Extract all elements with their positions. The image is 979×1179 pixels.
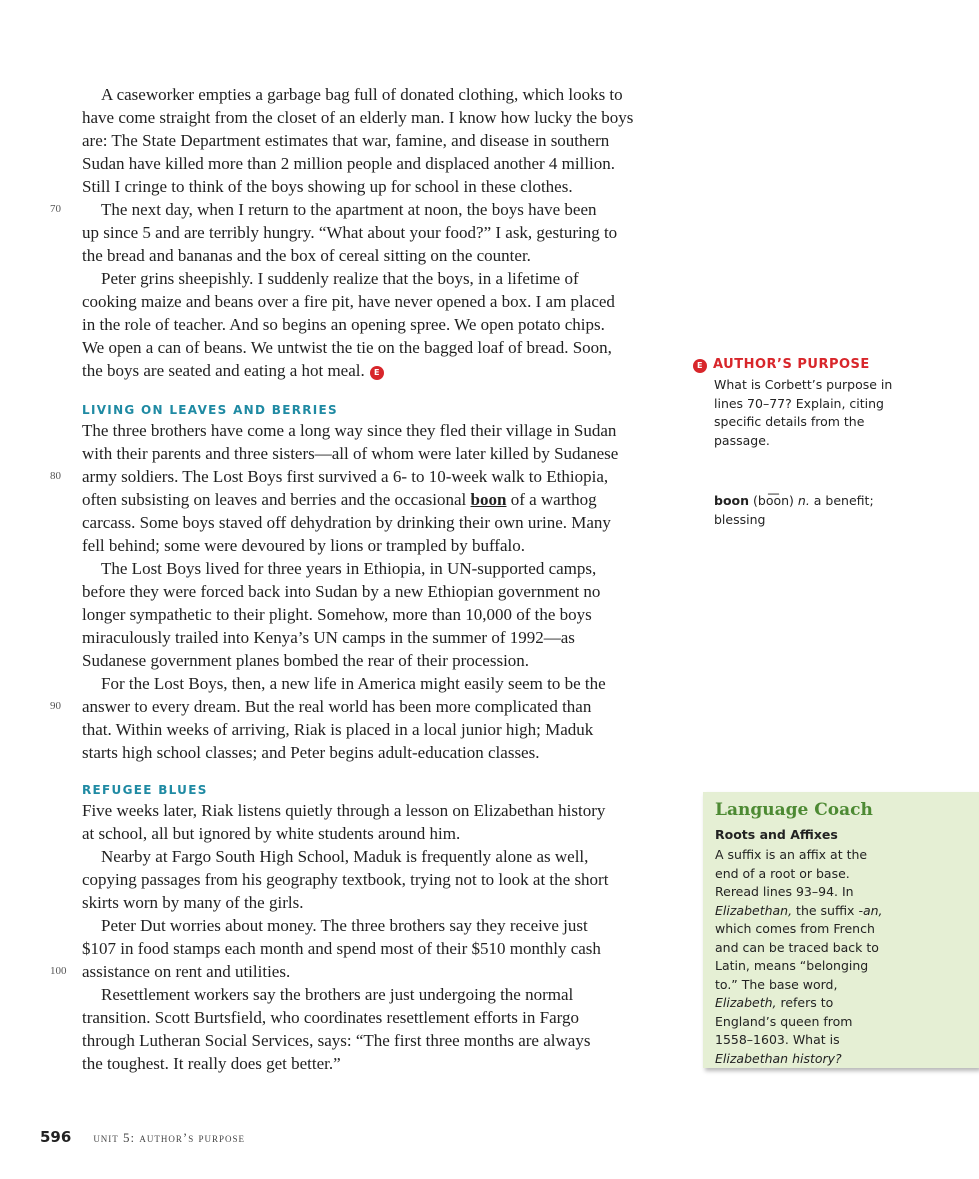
text-line: skirts worn by many of the girls. (82, 893, 304, 912)
text-line: Five weeks later, Riak listens quietly through a lesson on Elizabethan history (82, 801, 606, 820)
text-line: Sudan have killed more than 2 million people and displaced another 4 million. (82, 154, 616, 173)
text-line: through Lutheran Social Services, says: “The first three months are always (82, 1031, 591, 1050)
vocab-part-of-speech: n. (797, 493, 810, 508)
text-line: The next day, when I return to the apartment at noon, the boys have been (101, 200, 597, 219)
text-line: We open a can of beans. We untwist the tie on the bagged loaf of bread. Soon, (82, 338, 612, 357)
text-line: The Lost Boys lived for three years in Ethiopia, in UN-supported camps, (101, 559, 597, 578)
text-line: before they were forced back into Sudan by a new Ethiopian government no (82, 582, 601, 601)
line-number: 90 (50, 700, 61, 712)
text-line-content: the boys are seated and eating a hot meal. (82, 361, 365, 380)
text-line: Still I cringe to think of the boys showing up for school in these clothes. (82, 177, 573, 196)
text-line: A caseworker empties a garbage bag full of donated clothing, which looks to (101, 85, 623, 104)
vocab-word-boon[interactable]: boon (470, 490, 507, 509)
vocab-meaning: a benefit; blessing (714, 493, 874, 527)
text-line: transition. Scott Burtsfield, who coordinates resettlement efforts in Fargo (82, 1008, 580, 1027)
coach-text-italic: Elizabethan, (715, 902, 793, 918)
text-line: starts high school classes; and Peter begins adult-education classes. (82, 743, 540, 762)
text-line: $107 in food stamps each month and spend most of their $510 monthly cash (82, 939, 601, 958)
text-line-content: often subsisting on leaves and berries and the occasional (82, 490, 467, 509)
coach-text: refers to England’s queen from 1558–1603. What is (715, 995, 853, 1047)
text-line: For the Lost Boys, then, a new life in America might easily seem to be the (101, 674, 606, 693)
heading-refugee-blues: REFUGEE BLUES (82, 783, 208, 797)
text-line: are: The State Department estimates that war, famine, and disease in southern (82, 131, 610, 150)
unit-label: unit 5: author’s purpose (93, 1130, 246, 1145)
coach-text: the suffix (792, 902, 859, 918)
line-number: 70 (50, 203, 61, 215)
vocab-term: boon (714, 493, 750, 508)
coach-text-italic: Elizabeth, (715, 995, 777, 1010)
vocab-pronunciation: (bo͞on) (753, 493, 794, 508)
marker-e-icon: E (370, 366, 384, 380)
marker-e-icon: E (693, 359, 707, 373)
text-line: assistance on rent and utilities. (82, 962, 291, 981)
text-line: at school, all but ignored by white students around him. (82, 824, 461, 843)
text-line: Nearby at Fargo South High School, Maduk is frequently alone as well, (101, 847, 589, 866)
text-line: with their parents and three sisters—all of whom were later killed by Sudanese (82, 444, 619, 463)
language-coach-subtitle: Roots and Affixes (715, 827, 838, 842)
text-line: the bread and bananas and the box of cereal sitting on the counter. (82, 246, 531, 265)
coach-text: A suffix is an affix at the end of a root or base. Reread lines 93–94. In (715, 847, 868, 899)
text-line: answer to every dream. But the real world has been more complicated than (82, 697, 592, 716)
text-line: up since 5 and are terribly hungry. “What about your food?” I ask, gesturing to (82, 223, 618, 242)
authors-purpose-label: AUTHOR’S PURPOSE (713, 357, 870, 372)
text-line (82, 488, 597, 511)
text-line: the toughest. It really does get better.” (82, 1054, 341, 1073)
coach-text-italic: Elizabethan history? (715, 1050, 842, 1066)
text-line: longer sympathetic to their plight. Somehow, more than 10,000 of the boys (82, 605, 592, 624)
coach-text: which comes from French and can be traced back to Latin, means “belonging to.” The base word, (715, 921, 879, 992)
text-line: fell behind; some were devoured by lions or trampled by buffalo. (82, 536, 525, 555)
text-line-content: of a warthog (510, 490, 597, 509)
language-coach-text (715, 846, 887, 1068)
text-line: have come straight from the closet of an elderly man. I know how lucky the boys (82, 108, 634, 127)
page-number: 596 (40, 1128, 72, 1146)
page-footer (40, 1128, 245, 1147)
text-line: army soldiers. The Lost Boys first survived a 6- to 10-week walk to Ethiopia, (82, 467, 609, 486)
text-line: that. Within weeks of arriving, Riak is placed in a local junior high; Maduk (82, 720, 594, 739)
line-number: 80 (50, 470, 61, 482)
text-line: in the role of teacher. And so begins an opening spree. We open potato chips. (82, 315, 605, 334)
text-line: Peter grins sheepishly. I suddenly realize that the boys, in a lifetime of (101, 269, 579, 288)
text-line: carcass. Some boys staved off dehydration by drinking their own urine. Many (82, 513, 611, 532)
text-line: cooking maize and beans over a fire pit, have never opened a box. I am placed (82, 292, 615, 311)
text-line (82, 359, 384, 382)
text-line: Resettlement workers say the brothers are just undergoing the normal (101, 985, 574, 1004)
coach-text-italic: -an, (858, 902, 883, 918)
language-coach-title: Language Coach (715, 800, 873, 820)
text-line: Sudanese government planes bombed the rear of their procession. (82, 651, 530, 670)
text-line: copying passages from his geography textbook, trying not to look at the short (82, 870, 609, 889)
text-line: Peter Dut worries about money. The three brothers say they receive just (101, 916, 588, 935)
heading-living-on-leaves: LIVING ON LEAVES AND BERRIES (82, 403, 338, 417)
authors-purpose-question: What is Corbett’s purpose in lines 70–77? Explain, citing specific details from the passage. (714, 377, 893, 448)
language-coach-box (703, 792, 979, 1068)
text-line: miraculously trailed into Kenya’s UN camps in the summer of 1992—as (82, 628, 575, 647)
vocab-definition (714, 492, 894, 529)
line-number: 100 (50, 965, 67, 977)
text-line: The three brothers have come a long way since they fled their village in Sudan (82, 421, 617, 440)
authors-purpose-title (693, 357, 870, 373)
